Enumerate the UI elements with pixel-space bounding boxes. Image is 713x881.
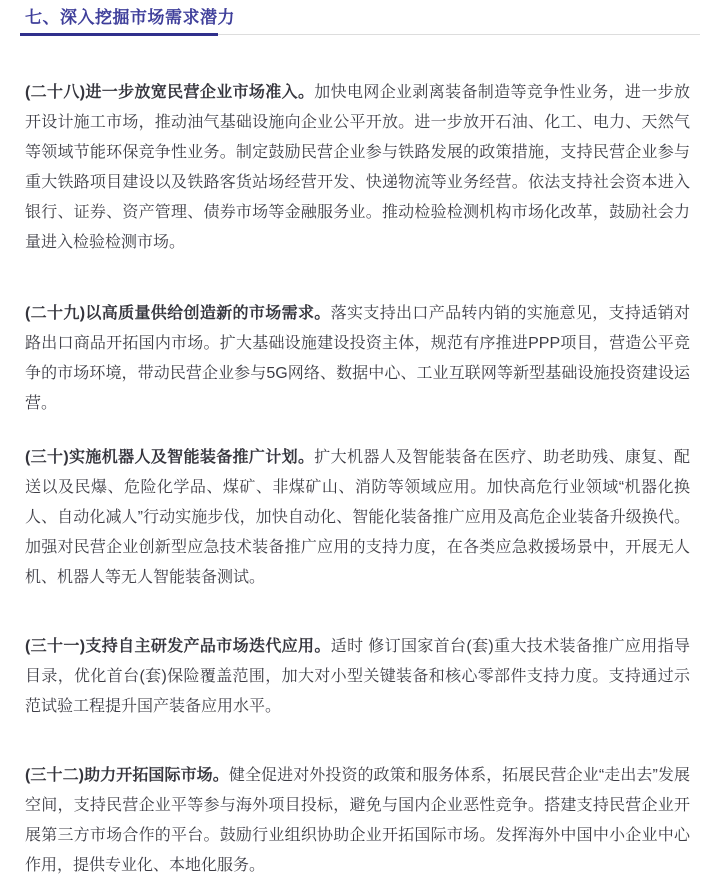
paragraph-body: 落实支持出口产品转内销的实施意见，支持适销对路出口商品开拓国内市场。扩大基础设施建设投资主体，规范有序推进PPP项目，营造公平竞争的市场环境，带动民营企业参与5G网络、数据中心、工业互联网等新型基础设施投资建设运营。 — [25, 305, 690, 412]
section-header — [20, 6, 700, 35]
paragraph-lead: (二十八)进一步放宽民营企业市场准入。 — [25, 84, 315, 101]
paragraph-lead: (三十)实施机器人及智能装备推广计划。 — [25, 449, 315, 466]
paragraph-body: 加快电网企业剥离装备制造等竞争性业务，进一步放开设计施工市场，推动油气基础设施向企业公平开放。进一步放开石油、化工、电力、天然气等领域节能环保竞争性业务。制定鼓励民营企业参与铁路发展的政策措施，支持民营企业参与重大铁路项目建设以及铁路客货站场经营开发、快递物流等业务经营。依法支持社会资本进入银行、证券、资产管理、债券市场等金融服务业。推动检验检测机构市场化改革，鼓励社会力量进入检验检测市场。 — [25, 84, 690, 251]
paragraph-lead: (三十一)支持自主研发产品市场迭代应用。 — [25, 638, 331, 655]
policy-paragraph-32 — [25, 761, 690, 881]
paragraph-body: 扩大机器人及智能装备在医疗、助老助残、康复、配送以及民爆、危险化学品、煤矿、非煤矿山、消防等领域应用。加快高危行业领域“机器化换人、自动化减人”行动实施步伐，加快自动化、智能化装备推广应用及高危企业装备升级换代。加强对民营企业创新型应急技术装备推广应用的支持力度，在各类应急救援场景中，开展无人机、机器人等无人智能装备测试。 — [25, 449, 690, 586]
section-title: 七、深入挖掘市场需求潜力 — [25, 8, 235, 27]
paragraph-body: 健全促进对外投资的政策和服务体系，拓展民营企业“走出去”发展空间，支持民营企业平等参与海外项目投标，避免与国内企业恶性竞争。搭建支持民营企业开展第三方市场合作的平台。鼓励行业组织协助企业开拓国际市场。发挥海外中国中小企业中心作用，提供专业化、本地化服务。 — [25, 767, 690, 874]
section-content — [25, 78, 690, 881]
policy-paragraph-29 — [25, 299, 690, 419]
policy-paragraph-28 — [25, 78, 690, 258]
policy-paragraph-31 — [25, 632, 690, 722]
section-title-underline — [20, 33, 218, 36]
paragraph-lead: (三十二)助力开拓国际市场。 — [25, 767, 229, 784]
paragraph-lead: (二十九)以高质量供给创造新的市场需求。 — [25, 305, 331, 322]
paragraph-body: 适时 修订国家首台(套)重大技术装备推广应用指导目录，优化首台(套)保险覆盖范围，加大对小型关键装备和核心零部件支持力度。支持通过示范试验工程提升国产装备应用水平。 — [25, 638, 690, 715]
policy-paragraph-30 — [25, 443, 690, 593]
